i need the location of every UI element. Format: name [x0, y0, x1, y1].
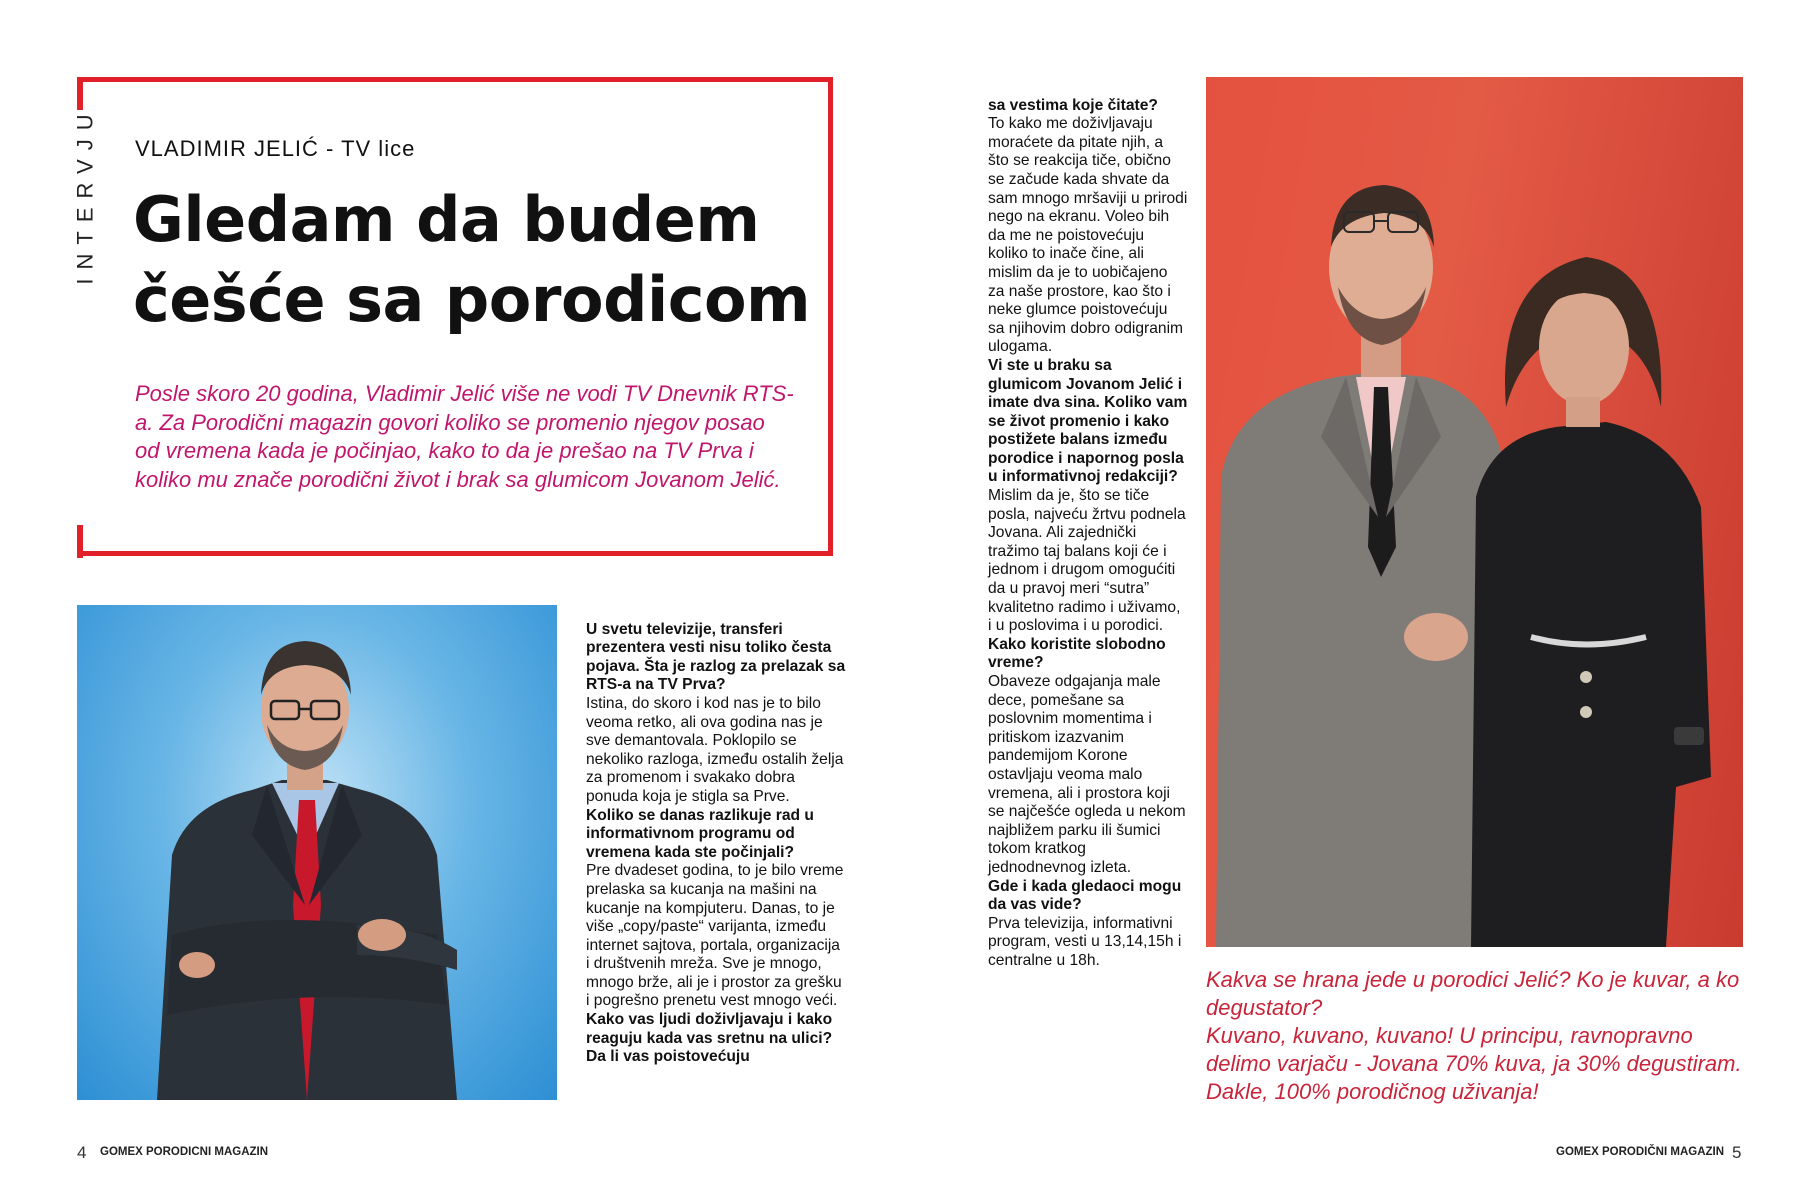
- couple-photo: [1206, 77, 1743, 947]
- article-lead: Posle skoro 20 godina, Vladimir Jelić više ne vodi TV Dnevnik RTS-a. Za Porodični magazin govori koliko se promenio njegov posao od vremena kada je počinjao, kako to da je prešao na TV Prva i koliko mu znače porodični život i brak sa glumicom Jovanom Jelić.: [135, 381, 794, 492]
- answer-6: Prva televizija, informativni program, vesti u 13,14,15h i centralne u 18h.: [988, 914, 1182, 969]
- question-1: U svetu televizije, transferi prezentera vesti nisu toliko česta pojava. Šta je razlog za prelazak sa RTS-a na TV Prva?: [586, 620, 846, 694]
- article-column-1: [586, 602, 846, 1067]
- footer-title-left: GOMEX PORODICNI MAGAZIN: [100, 1146, 269, 1158]
- portrait-illustration: [77, 605, 557, 1100]
- question-5: Kako koristite slobodno vreme?: [988, 635, 1166, 672]
- answer-3: To kako me doživljavaju moraćete da pitate njih, a što se reakcija tiče, obično se začude kada shvate da sam mnogo mršaviji u prirodi nego na ekranu. Voleo bih da me ne poistovećuju koliko to inače čine, ali mislim da je to uobičajeno za naše prostore, kao što i neke glumce poistovećuju sa njihovim dobro odigranim ulogama.: [988, 115, 1188, 356]
- answer-2: Pre dvadeset godina, to je bilo vreme prelaska sa kucanja na mašini na kucanje na kompjuteru. Danas, to je više „copy/paste“ varijanta, između internet sajtova, portala, organizacija i društvenih mreža. Sve je mnogo, mnogo brže, ali je i prostor za grešku i pogrešno prenetu vest mnogo veći.: [586, 862, 844, 1010]
- article-headline: Gledam da budem češće sa porodicom: [133, 183, 811, 336]
- answer-1: Istina, do skoro i kod nas je to bilo veoma retko, ali ova godina nas je sve demantovala. Poklopilo se nekoliko razloga, između ostalih želja za promenom i svakako dobra ponuda koja je stigla sa Prve.: [586, 694, 844, 805]
- section-label-text: INTERVJU: [73, 105, 99, 285]
- answer-5: Obaveze odgajanja male dece, pomešane sa poslovnim momentima i pritiskom izazvanim pandemijom Korone ostavljaju veoma malo vremena, ali i prostora koji se najčešće ogleda u nekom najbližem parku ili šumici tokom kratkog jednodnevnog izleta.: [988, 673, 1186, 876]
- question-6: Gde i kada gledaoci mogu da vas vide?: [988, 877, 1182, 914]
- answer-4: Mislim da je, što se tiče posla, najveću žrtvu podnela Jovana. Ali zajednički tražimo taj balans koji će i jednom i drugom omogućiti da u pravoj meri “sutra” kvalitetno radimo i uživamo, i u poslovima i u porodici.: [988, 487, 1186, 635]
- pull-quote-question: Kakva se hrana jede u porodici Jelić? Ko je kuvar, a ko degustator?: [1206, 967, 1740, 1020]
- section-label: [60, 80, 112, 310]
- question-2: Koliko se danas razlikuje rad u informativnom programu od vremena kada ste počinjali?: [586, 806, 814, 861]
- page-number-left: 4: [77, 1143, 87, 1162]
- pull-quote: [1206, 966, 1746, 1106]
- article-kicker: VLADIMIR JELIĆ - TV lice: [135, 136, 416, 161]
- couple-illustration: [1206, 77, 1743, 947]
- question-3-continued: sa vestima koje čitate?: [988, 96, 1158, 114]
- question-3: Kako vas ljudi doživljavaju i kako reaguju kada vas sretnu na ulici? Da li vas poistovećuju: [586, 1011, 833, 1066]
- pull-quote-answer: Kuvano, kuvano, kuvano! U principu, ravnopravno delimo varjaču - Jovana 70% kuva, ja 30% degustiram. Dakle, 100% porodičnog uživanja!: [1206, 1023, 1742, 1104]
- footer-title-right: GOMEX PORODIČNI MAGAZIN: [1556, 1146, 1725, 1158]
- frame-corner-bottom: [77, 525, 83, 558]
- page-number-right: 5: [1732, 1143, 1742, 1162]
- question-4: Vi ste u braku sa glumicom Jovanom Jelić i imate dva sina. Koliko vam se život promenio i kako postižete balans između porodice i napornog posla u informativnoj redakciji?: [988, 356, 1188, 486]
- portrait-photo: [77, 605, 557, 1100]
- article-column-2: [988, 78, 1188, 971]
